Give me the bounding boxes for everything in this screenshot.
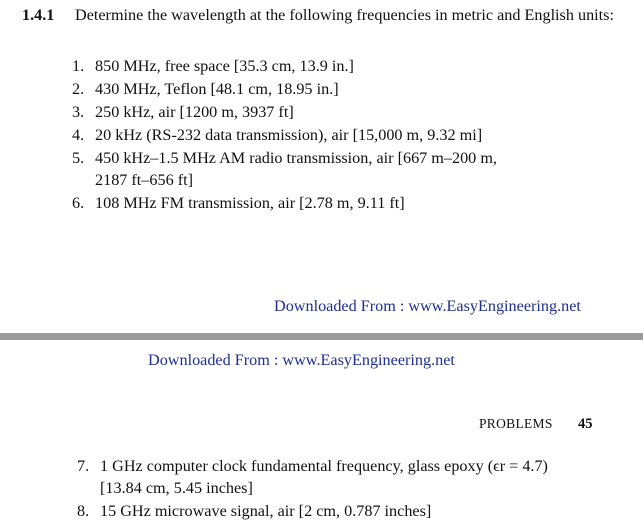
problem-items-list-continued	[77, 456, 597, 524]
item-number: 7.	[77, 457, 90, 475]
item-text: 250 kHz, air [1200 m, 3937 ft]	[95, 103, 294, 121]
item-number: 1.	[72, 57, 85, 75]
item-text: 108 MHz FM transmission, air [2.78 m, 9.11 ft]	[95, 193, 405, 212]
list-item	[72, 193, 597, 215]
download-footer-link[interactable]: Downloaded From : www.EasyEngineering.net	[274, 297, 581, 315]
item-number: 5.	[72, 149, 85, 167]
list-item	[72, 148, 597, 191]
item-text: 1 GHz computer clock fundamental frequency, glass epoxy (ϵr = 4.7)	[100, 457, 548, 475]
section-name: PROBLEMS	[479, 416, 553, 431]
problem-items-list	[72, 56, 597, 216]
item-text: 15 GHz microwave signal, air [2 cm, 0.787 inches]	[100, 501, 432, 520]
item-number: 4.	[72, 126, 85, 144]
item-text: 850 MHz, free space [35.3 cm, 13.9 in.]	[95, 57, 354, 75]
item-text-continuation: [13.84 cm, 5.45 inches]	[100, 478, 253, 497]
list-item	[72, 102, 597, 124]
item-text: 20 kHz (RS-232 data transmission), air [15,000 m, 9.32 mi]	[95, 126, 483, 144]
list-item	[72, 79, 597, 101]
item-number: 2.	[72, 80, 85, 98]
list-item	[72, 56, 597, 78]
item-text: 450 kHz–1.5 MHz AM radio transmission, air [667 m–200 m,	[95, 149, 497, 167]
list-item	[77, 501, 597, 523]
item-text-continuation: 2187 ft–656 ft]	[95, 170, 194, 189]
download-header-link[interactable]: Downloaded From : www.EasyEngineering.net	[148, 351, 455, 369]
item-text: 430 MHz, Teflon [48.1 cm, 18.95 in.]	[95, 80, 339, 98]
problem-prompt: Determine the wavelength at the following frequencies in metric and English units:	[75, 6, 614, 24]
list-item	[77, 456, 597, 499]
page-number: 45	[578, 416, 593, 432]
item-number: 8.	[77, 501, 90, 520]
page-bottom	[0, 340, 643, 526]
problem-number: 1.4.1	[22, 6, 55, 24]
item-number: 3.	[72, 103, 85, 121]
list-item	[72, 125, 597, 147]
item-number: 6.	[72, 193, 85, 212]
page-divider	[0, 333, 643, 340]
